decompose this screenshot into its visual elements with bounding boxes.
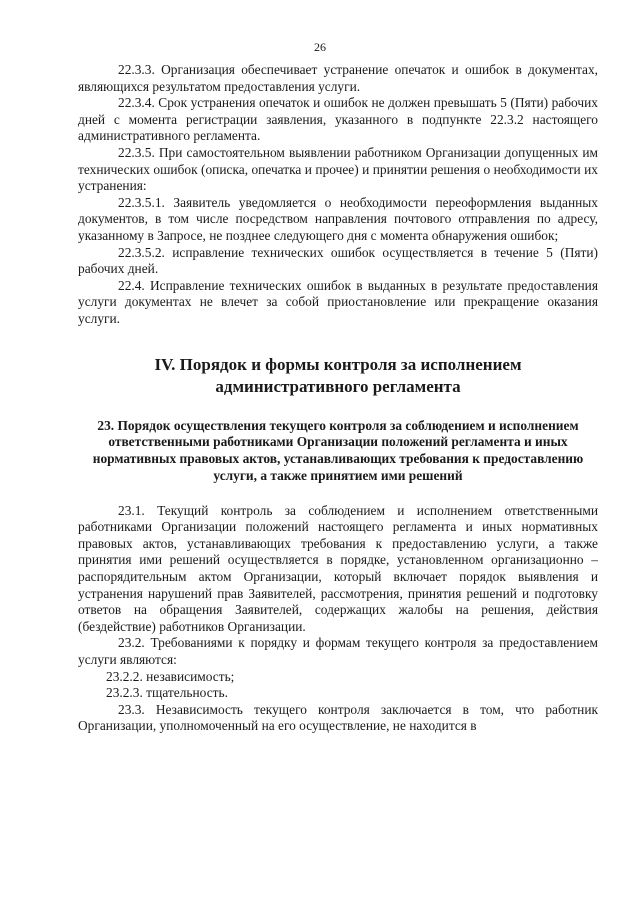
subsection-title: 23. Порядок осуществления текущего контроля за соблюдением и исполнением ответственными работниками Организации положений регламента и иных нормативных правовых актов, устанавливающих требования к предоставлению услуги, а также принятием ими решений xyxy=(92,417,584,483)
section-title: IV. Порядок и формы контроля за исполнением административного регламента xyxy=(154,354,522,396)
list-item-23-2-2: 23.2.2. независимость; xyxy=(106,668,235,684)
paragraph-22-3-5-1: 22.3.5.1. Заявитель уведомляется о необходимости переоформления выданных документов, в том числе посредством направления почтового отправления по адресу, указанному в Запросе, не позднее следующего дня с момента обнаружения ошибок; xyxy=(78,194,598,243)
paragraph-22-4: 22.4. Исправление технических ошибок в выданных в результате предоставления услуги документах не влечет за собой приостановление или прекращение оказания услуги. xyxy=(78,277,598,326)
document-body xyxy=(78,62,598,735)
paragraph-22-3-4: 22.3.4. Срок устранения опечаток и ошибок не должен превышать 5 (Пяти) рабочих дней с момента регистрации заявления, указанного в подпункте 22.3.2 настоящего административного регламента. xyxy=(78,95,598,144)
paragraph-22-3-3: 22.3.3. Организация обеспечивает устранение опечаток и ошибок в документах, являющихся результатом предоставления услуги. xyxy=(78,62,598,94)
list-item-23-2-3: 23.2.3. тщательность. xyxy=(106,685,228,701)
page-number: 26 xyxy=(314,40,326,54)
paragraph-22-3-5-2: 22.3.5.2. исправление технических ошибок осуществляется в течение 5 (Пяти) рабочих дней. xyxy=(78,244,598,277)
paragraph-23-3: 23.3. Независимость текущего контроля заключается в том, что работник Организации, уполномоченный на его осуществление, не находится в xyxy=(78,701,598,734)
paragraph-23-2: 23.2. Требованиями к порядку и формам текущего контроля за предоставлением услуги являются: xyxy=(78,635,598,668)
paragraph-22-3-5: 22.3.5. При самостоятельном выявлении работником Организации допущенных им технических ошибок (описка, опечатка и прочее) и принятии решения о необходимости их устранения: xyxy=(78,144,598,194)
paragraph-23-1: 23.1. Текущий контроль за соблюдением и исполнением ответственными работниками Организации положений настоящего регламента и иных нормативных правовых актов, устанавливающих требования к предоставлению услуги, а также принятия ими решений осуществляется в порядке, установленном организационно – распорядительным актом Организации, который включает порядок выявления и устранения нарушений прав Заявителей, рассмотрения, принятия решений и подготовку ответов на обращения Заявителей, содержащих жалобы на решения, действия (бездействие) работников Организации. xyxy=(78,502,598,634)
